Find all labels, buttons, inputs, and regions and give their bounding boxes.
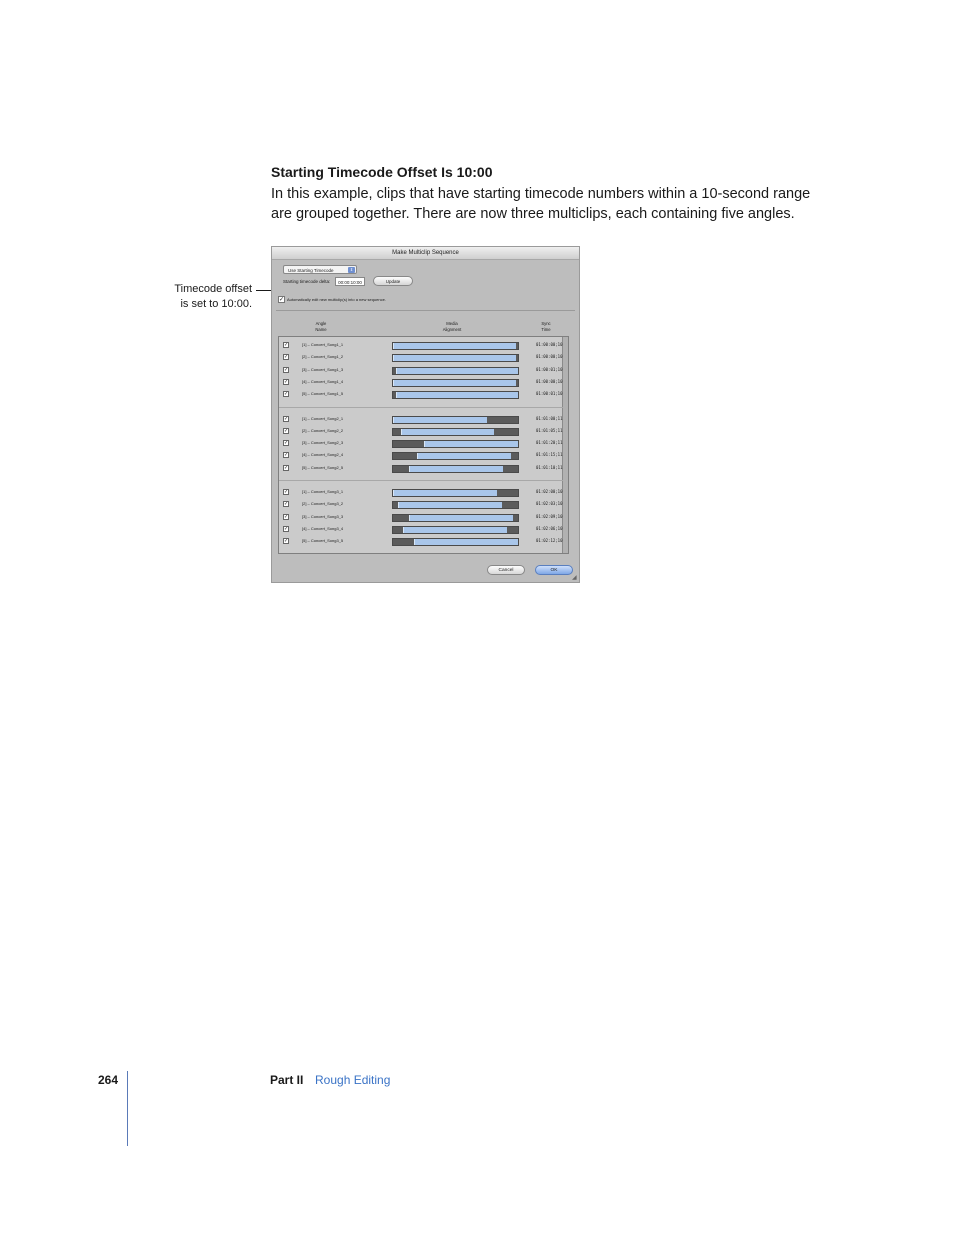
angle-name: [5] – Concert_Song1_5 [302,391,344,397]
media-alignment-clip [396,392,519,398]
checkmark-icon: ✓ [284,538,289,545]
footer-rule [127,1071,128,1146]
angle-list[interactable] [278,336,569,554]
sync-time: 01:02:03;10 [536,501,563,507]
dialog-title: Make Multiclip Sequence [272,247,579,260]
column-angle-line2: Name [315,327,327,332]
cancel-button[interactable]: Cancel [487,565,525,575]
media-alignment-track [392,379,519,387]
checkmark-icon: ✓ [284,464,289,471]
column-media-alignment [437,321,467,333]
checkmark-icon: ✓ [284,354,289,361]
checkmark-icon: ✓ [284,525,289,532]
sync-time: 01:01:05;11 [536,427,563,433]
media-alignment-track [392,501,519,509]
auto-edit-checkbox[interactable] [278,296,285,303]
angle-checkbox[interactable] [283,452,289,458]
angle-checkbox[interactable] [283,342,289,348]
media-alignment-clip [424,441,518,447]
angle-checkbox[interactable] [283,354,289,360]
media-alignment-clip [393,490,497,496]
media-alignment-clip [393,380,516,386]
group-divider [279,480,563,481]
footer-title: Rough Editing [315,1073,391,1087]
angle-name: [4] – Concert_Song3_4 [302,525,344,531]
angle-name: [4] – Concert_Song2_4 [302,452,344,458]
ok-button[interactable]: OK [535,565,573,575]
media-alignment-clip [398,502,502,508]
popup-arrows-icon: ⇕ [349,267,354,272]
checkmark-icon: ✓ [284,501,289,508]
checkmark-icon: ✓ [284,489,289,495]
column-angle-line1: Angle [315,321,327,326]
sync-time: 01:02:00;10 [536,489,563,494]
angle-checkbox[interactable] [283,391,289,397]
footer-part: Part II [270,1073,304,1087]
table-row[interactable] [279,377,563,389]
media-alignment-clip [393,355,516,361]
sync-time: 01:01:00;11 [536,415,563,421]
column-sync-line2: Time [541,327,551,332]
column-sync-time [534,321,558,333]
delta-label: Starting timecode delta: [283,279,331,284]
angle-checkbox[interactable] [283,379,289,385]
column-sync-line1: Sync [541,321,551,326]
angle-checkbox[interactable] [283,514,289,520]
section-heading: Starting Timecode Offset Is 10:00 [271,164,493,180]
angle-checkbox[interactable] [283,465,289,471]
media-alignment-track [392,440,519,448]
media-alignment-track [392,367,519,375]
angle-checkbox[interactable] [283,526,289,532]
angle-checkbox[interactable] [283,538,289,544]
callout-label [150,282,252,312]
callout-line-2: is set to 10:00. [180,298,252,310]
media-alignment-clip [403,527,507,533]
table-row[interactable] [279,340,563,352]
table-row[interactable] [279,389,563,401]
delta-field[interactable]: 00:00:10:00 [335,277,365,286]
checkmark-icon: ✓ [284,415,289,422]
media-alignment-clip [393,417,487,423]
angle-name: [3] – Concert_Song2_3 [302,440,344,446]
media-alignment-track [392,452,519,460]
sync-time: 01:00:01;10 [536,391,563,397]
sync-time: 01:02:12;10 [536,538,563,544]
checkmark-icon: ✓ [284,440,289,447]
media-alignment-track [392,514,519,522]
sync-time: 01:02:06;10 [536,525,563,531]
page-number: 264 [98,1073,119,1087]
sync-time: 01:00:00;10 [536,354,563,360]
media-alignment-clip [417,453,511,459]
sync-time: 01:00:01;10 [536,366,563,372]
section-body: In this example, clips that have starting timecode numbers within a 10-second range are grouped together. There are now three multiclips, each containing five angles. [271,186,811,222]
media-alignment-track [392,489,519,497]
media-alignment-track [392,354,519,362]
callout-line-1: Timecode offset [174,283,252,295]
table-row[interactable] [279,463,563,475]
media-alignment-clip [401,429,495,435]
media-alignment-track [392,465,519,473]
angle-name: [2] – Concert_Song2_2 [302,427,344,433]
angle-name: [2] – Concert_Song1_2 [302,354,344,360]
checkmark-icon: ✓ [284,342,289,348]
table-row[interactable] [279,426,563,438]
media-alignment-clip [396,368,519,374]
angle-checkbox[interactable] [283,440,289,446]
table-row[interactable] [279,487,563,499]
angle-checkbox[interactable] [283,428,289,434]
angle-checkbox[interactable] [283,501,289,507]
table-row[interactable] [279,524,563,536]
divider [276,310,575,311]
angle-name: [4] – Concert_Song1_4 [302,378,344,384]
media-alignment-track [392,391,519,399]
table-row[interactable] [279,414,563,426]
table-row[interactable] [279,365,563,377]
checkmark-icon: ✓ [284,378,289,385]
table-row[interactable] [279,499,563,511]
checkmark-icon: ✓ [284,513,289,520]
media-alignment-clip [414,539,518,545]
angle-checkbox[interactable] [283,489,289,495]
sync-time: 01:02:09;10 [536,513,563,519]
angle-checkbox[interactable] [283,367,289,373]
angle-name: [5] – Concert_Song2_5 [302,464,344,470]
media-alignment-clip [409,515,513,521]
checkmark-icon: ✓ [284,427,289,434]
table-row[interactable] [279,512,563,524]
sync-time: 01:00:00;10 [536,378,563,384]
mode-popup-value: Use Starting Timecode [288,268,334,273]
sync-time: 01:00:00;10 [536,342,563,347]
group-divider [279,407,563,408]
angle-name: [2] – Concert_Song3_2 [302,501,344,507]
media-alignment-track [392,416,519,424]
angle-name: [5] – Concert_Song3_5 [302,538,344,544]
angle-name: [1] – Concert_Song1_1 [302,342,344,347]
update-button[interactable]: Update [373,276,413,286]
media-alignment-track [392,342,519,350]
table-row[interactable] [279,450,563,462]
media-alignment-track [392,538,519,546]
table-row[interactable] [279,438,563,450]
checkmark-icon: ✓ [284,391,289,398]
column-media-line1: Media [446,321,458,326]
auto-edit-label: Automatically edit new multiclip(s) into a new sequence. [287,297,386,302]
checkmark-icon: ✓ [284,452,289,459]
resize-grip-icon[interactable]: ◢ [572,575,577,581]
checkmark-icon: ✓ [279,297,285,303]
table-row[interactable] [279,352,563,364]
sync-time: 01:01:20;11 [536,440,563,446]
angle-checkbox[interactable] [283,416,289,422]
media-alignment-clip [393,343,516,349]
make-multiclip-dialog [271,246,580,583]
sync-time: 01:01:10;11 [536,464,563,470]
checkmark-icon: ✓ [284,366,289,373]
media-alignment-track [392,428,519,436]
mode-popup[interactable] [283,265,357,274]
media-alignment-track [392,526,519,534]
table-row[interactable] [279,536,563,548]
column-media-line2: Alignment [442,327,462,332]
column-angle-name [306,321,336,333]
angle-name: [1] – Concert_Song3_1 [302,489,344,494]
angle-name: [1] – Concert_Song2_1 [302,415,344,421]
sync-time: 01:01:15;11 [536,452,563,458]
angle-name: [3] – Concert_Song1_3 [302,366,344,372]
angle-name: [3] – Concert_Song3_3 [302,513,344,519]
media-alignment-clip [409,466,503,472]
